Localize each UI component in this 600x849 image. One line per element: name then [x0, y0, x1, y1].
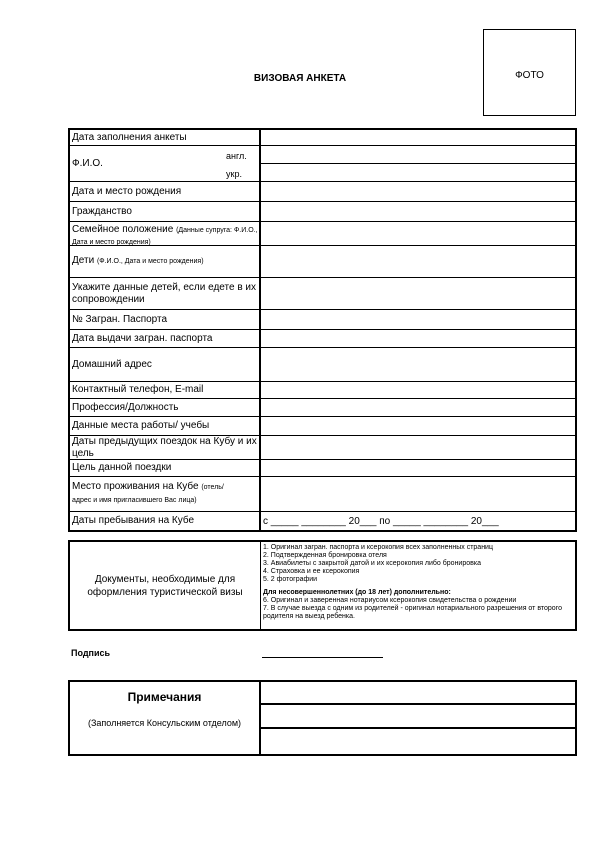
- input-children-escort[interactable]: [261, 278, 575, 309]
- input-work[interactable]: [261, 417, 575, 435]
- input-contact[interactable]: [261, 382, 575, 398]
- label-children-escort: Укажите данные детей, если едете в их сопровождении: [70, 278, 261, 309]
- stay-note1-label: (отель/: [201, 484, 224, 491]
- label-purpose: Цель данной поездки: [70, 460, 261, 476]
- row-profession: [70, 399, 575, 417]
- row-children: [70, 246, 575, 278]
- label-marital: [70, 222, 261, 245]
- input-date-filled[interactable]: [261, 130, 575, 145]
- input-stay-dates[interactable]: с _____ ________ 20___ по _____ ________ 20___: [263, 515, 499, 527]
- label-profession: Профессия/Должность: [70, 399, 261, 416]
- minors-title: Для несовершеннолетних (до 18 лет) дополнительно:: [263, 589, 451, 596]
- label-stay-dates: Даты пребывания на Кубе: [70, 512, 261, 530]
- input-birth[interactable]: [261, 182, 575, 201]
- doc-item-7: 7. В случае выезда с одним из родителей - оригинал нотариального разрешения от второго родителя на выезд ребенка.: [263, 605, 562, 620]
- label-passport-date: Дата выдачи загран. паспорта: [70, 330, 261, 347]
- label-passport-no: № Загран. Паспорта: [70, 310, 261, 329]
- marital-main-label: Семейное положение: [72, 224, 174, 235]
- stay-main-label: Место проживания на Кубе: [72, 481, 199, 492]
- doc-item-1: 1. Оригинал загран. паспорта и ксерокопия всех заполненных страниц: [263, 544, 493, 551]
- notes-line-2[interactable]: [261, 727, 575, 729]
- label-prev-trips: Даты предыдущих поездок на Кубу и их цель: [70, 436, 261, 459]
- row-stay: [70, 477, 575, 512]
- doc-item-5: 5. 2 фотографии: [263, 576, 318, 583]
- row-work: [70, 417, 575, 436]
- input-stay[interactable]: [261, 477, 575, 511]
- label-contact: Контактный телефон, E-mail: [70, 382, 261, 398]
- visa-form-table: [68, 128, 577, 532]
- doc-item-6: 6. Оригинал и заверенная нотариусом ксерокопия свидетельства о рождении: [263, 597, 517, 604]
- label-stay: [70, 477, 261, 511]
- row-date-filled: [70, 130, 575, 146]
- notes-subtitle: (Заполняется Консульским отделом): [87, 718, 242, 728]
- children-note-label: (Ф.И.О., Дата и место рождения): [96, 258, 204, 265]
- input-profession[interactable]: [261, 399, 575, 416]
- input-prev-trips[interactable]: [261, 436, 575, 459]
- documents-section: [68, 540, 577, 631]
- row-birth: [70, 182, 575, 202]
- label-fio: [70, 146, 261, 181]
- input-citizenship[interactable]: [261, 202, 575, 221]
- doc-item-4: 4. Страховка и ее ксерокопия: [263, 568, 360, 575]
- fio-ukr-label: укр.: [226, 169, 242, 179]
- photo-box: [483, 29, 576, 116]
- notes-section: [68, 680, 577, 756]
- input-fio-eng[interactable]: [261, 146, 575, 164]
- input-fio-ukr[interactable]: [261, 163, 575, 181]
- signature-line[interactable]: [262, 657, 383, 658]
- input-marital[interactable]: [261, 222, 575, 245]
- row-purpose: [70, 460, 575, 477]
- doc-item-3: 3. Авиабилеты с закрытой датой и их ксерокопия либо бронировка: [263, 560, 481, 567]
- label-home-address: Домашний адрес: [70, 348, 261, 381]
- row-marital: [70, 222, 575, 246]
- photo-label: ФОТО: [515, 70, 544, 81]
- row-stay-dates: [70, 512, 575, 530]
- documents-label: Документы, необходимые для оформления туристической визы: [70, 542, 261, 629]
- notes-line-1[interactable]: [261, 703, 575, 705]
- marital-note-label: (Данные супруга: Ф.И.О., Дата и место рождения): [72, 227, 258, 246]
- row-prev-trips: [70, 436, 575, 460]
- label-citizenship: Гражданство: [70, 202, 261, 221]
- documents-list: [263, 544, 573, 621]
- row-home-address: [70, 348, 575, 382]
- stay-note2-label: адрес и имя пригласившего Вас лица): [72, 497, 197, 504]
- notes-title: Примечания: [127, 690, 202, 704]
- row-citizenship: [70, 202, 575, 222]
- signature-label: Подпись: [71, 648, 111, 658]
- label-children: [70, 246, 261, 277]
- row-passport-no: [70, 310, 575, 330]
- input-passport-date[interactable]: [261, 330, 575, 347]
- label-work: Данные места работы/ учебы: [70, 417, 261, 435]
- input-purpose[interactable]: [261, 460, 575, 476]
- form-title: ВИЗОВАЯ АНКЕТА: [253, 73, 347, 84]
- fio-eng-label: англ.: [226, 151, 247, 161]
- children-main-label: Дети: [72, 255, 95, 266]
- label-birth: Дата и место рождения: [70, 182, 261, 201]
- row-contact: [70, 382, 575, 399]
- input-passport-no[interactable]: [261, 310, 575, 329]
- input-children[interactable]: [261, 246, 575, 277]
- fio-label: Ф.И.О.: [72, 157, 103, 169]
- row-fio: [70, 146, 575, 182]
- input-home-address[interactable]: [261, 348, 575, 381]
- notes-label-cell: [70, 682, 261, 754]
- doc-item-2: 2. Подтвержденная бронировка отеля: [263, 552, 387, 559]
- row-children-escort: [70, 278, 575, 310]
- row-passport-date: [70, 330, 575, 348]
- label-date-filled: Дата заполнения анкеты: [70, 130, 261, 145]
